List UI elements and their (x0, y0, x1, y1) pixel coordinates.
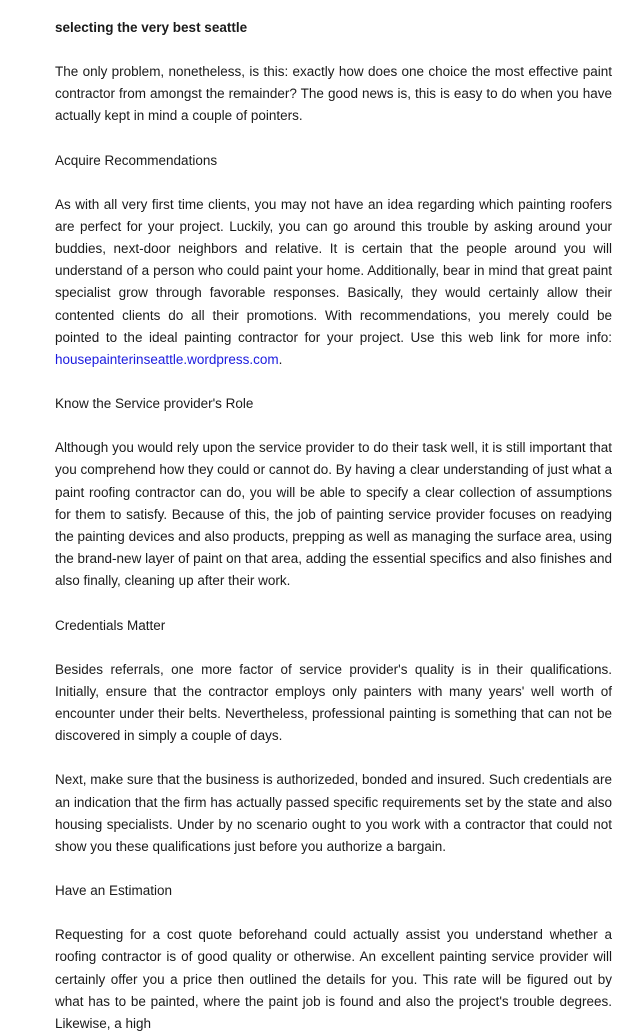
credentials-paragraph-2: Next, make sure that the business is authorizeded, bonded and insured. Such credentials are an indication that the firm has actually passed specific requirements set by the state and also housing specialists. Under by no scenario ought to you work with a contractor that could not show you these qualifications just before you authorize a bargain. (55, 772, 612, 855)
document-title: selecting the very best seattle (55, 20, 248, 35)
spacer (55, 415, 612, 437)
recommendations-text-end: . (278, 352, 283, 368)
spacer (55, 39, 612, 61)
section-heading-recommendations: Acquire Recommendations (55, 152, 218, 168)
intro-paragraph: The only problem, nonetheless, is this: exactly how does one choice the most effective paint contractor from amongst the remainder? The good news is, this is easy to do when you have actually kept in mind a couple of pointers. (55, 64, 612, 124)
estimation-paragraph: Requesting for a cost quote beforehand could actually assist you understand whether a roofing contractor is of good quality or otherwise. An excellent painting service provider will certainly offer you a price then outlined the details for you. This rate will be figured out by what has to be painted, where the paint job is found and also the project's trouble degrees. Likewise, a high (55, 927, 612, 1032)
spacer (55, 747, 612, 769)
website-link[interactable]: housepainterinseattle.wordpress.com (55, 352, 279, 368)
spacer (55, 172, 612, 194)
spacer (55, 902, 612, 924)
spacer (55, 371, 612, 393)
recommendations-paragraph (55, 194, 612, 372)
role-paragraph: Although you would rely upon the service provider to do their task well, it is still important that you comprehend how they could or cannot do. By having a clear understanding of just what a paint roofing contractor can do, you will be able to specify a clear collection of assumptions for them to satisfy. Because of this, the job of painting service provider focuses on readying the painting devices and also products, prepping as well as managing the surface area, using the brand-new layer of paint on that area, adding the essential specifics and also finishes and also finally, cleaning up after their work. (55, 440, 612, 589)
section-heading-credentials: Credentials Matter (55, 617, 166, 633)
spacer (55, 637, 612, 659)
recommendations-text: As with all very first time clients, you may not have an idea regarding which painting roofers are perfect for your project. Luckily, you can go around this trouble by asking around your buddies, next-door neighbors and relative. It is certain that the people around you will understand of a person who could paint your home. Additionally, bear in mind that great paint specialist grow through favorable responses. Basically, they would certainly allow their contented clients do all their promotions. With recommendations, you merely could be pointed to the ideal painting contractor for your project. Use this web link for more info: (55, 196, 612, 345)
document-page (55, 17, 612, 1035)
section-heading-role: Know the Service provider's Role (55, 396, 254, 412)
spacer (55, 593, 612, 615)
spacer (55, 858, 612, 880)
spacer (55, 128, 612, 150)
section-heading-estimation: Have an Estimation (55, 883, 173, 899)
credentials-paragraph: Besides referrals, one more factor of service provider's quality is in their qualifications. Initially, ensure that the contractor employs only painters with many years' well worth of encounter under their belts. Nevertheless, professional painting is something that can not be discovered in simply a couple of days. (55, 661, 612, 744)
